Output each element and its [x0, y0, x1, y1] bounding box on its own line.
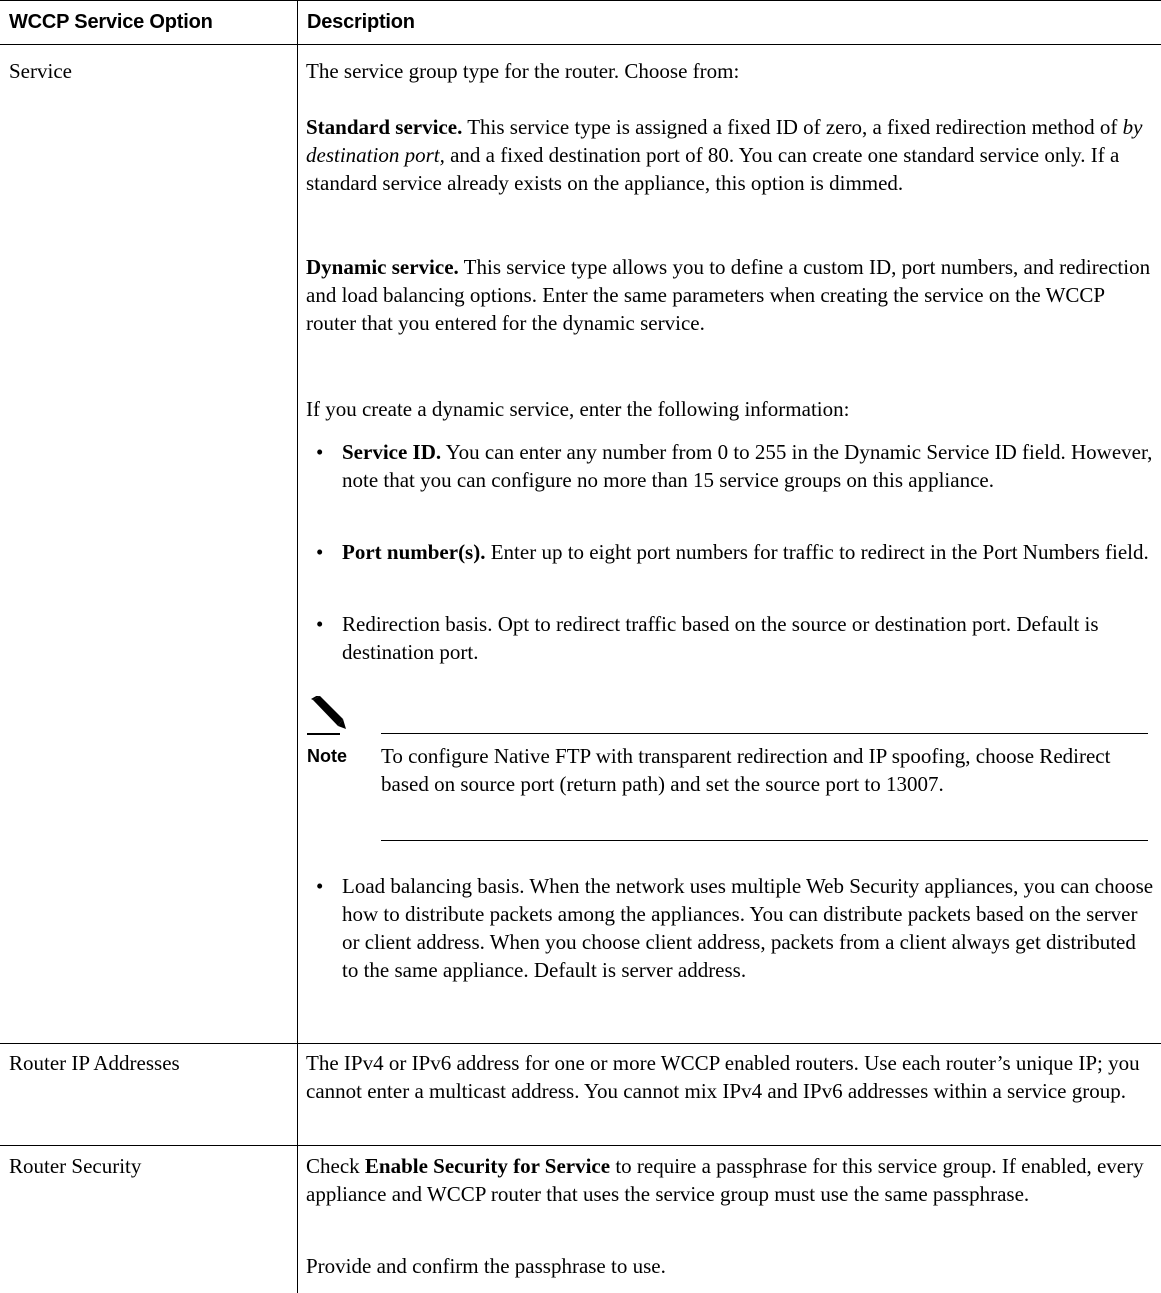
enable-security-label: Enable Security for Service: [364, 1154, 611, 1178]
bullet-text: Load balancing basis. When the network uses multiple Web Security appliances, you can choose how to distribute packets among the appliances. You can distribute packets based on the server or client address. When you choose client address, packets from a client always get distributed to the same appliance. Default is server address.: [342, 874, 1154, 982]
standard-service-italic: by destination port,: [306, 115, 1143, 167]
bullet-text: [342, 438, 1154, 494]
dynamic-service-intro: If you create a dynamic service, enter the following information:: [306, 397, 850, 421]
standard-service-text-2: and a fixed destination port of 80. You can create one standard service only. If a standard service already exists on the appliance, this option is dimmed.: [306, 143, 1120, 195]
bullet-label: Port number(s).: [342, 540, 486, 564]
router-security-desc: [306, 1152, 1156, 1208]
note-label: Note: [307, 746, 347, 766]
bullet-dot: •: [316, 440, 324, 464]
bullet-dot: •: [316, 540, 324, 564]
dynamic-service-label: Dynamic service.: [306, 255, 459, 279]
bullet-body: Enter up to eight port numbers for traffic to redirect in the Port Numbers field.: [485, 540, 1149, 564]
note-icon-rule: [307, 733, 340, 735]
standard-service-label: Standard service.: [306, 115, 463, 139]
note-text: To configure Native FTP with transparent redirection and IP spoofing, choose Redirect based on source port (return path) and set the source port to 13007.: [381, 744, 1111, 796]
router-security-text-1: Check: [306, 1154, 365, 1178]
row-rule-service: [0, 1043, 1161, 1044]
bullet-dot: •: [316, 612, 324, 636]
dynamic-service-text: This service type allows you to define a custom ID, port numbers, and redirection and load balancing options. Enter the same parameters when creating the service on the WCCP router that you entered for the dynamic service.: [306, 255, 1151, 335]
bullet-text: Redirection basis. Opt to redirect traffic based on the source or destination port. Default is destination port.: [342, 612, 1099, 664]
standard-service-desc: [306, 113, 1156, 197]
bullet-label: Service ID.: [342, 440, 442, 464]
note-top-rule: [381, 733, 1148, 734]
router-ip-desc: The IPv4 or IPv6 address for one or more WCCP enabled routers. Use each router’s unique IP; you cannot enter a multicast address. You cannot mix IPv4 and IPv6 addresses within a service group.: [306, 1051, 1140, 1103]
header-description: Description: [307, 11, 415, 33]
service-intro: The service group type for the router. Choose from:: [306, 59, 740, 83]
pencil-icon: [307, 696, 349, 738]
option-router-security: Router Security: [9, 1154, 142, 1178]
standard-service-text-1: This service type is assigned a fixed ID of zero, a fixed redirection method of: [462, 115, 1123, 139]
bullet-dot: •: [316, 874, 324, 898]
dynamic-service-desc: [306, 253, 1156, 337]
option-service: Service: [9, 59, 72, 83]
note-bottom-rule: [381, 840, 1148, 841]
router-security-passphrase: Provide and confirm the passphrase to use.: [306, 1254, 666, 1278]
header-option: WCCP Service Option: [9, 11, 213, 33]
option-router-ip: Router IP Addresses: [9, 1051, 180, 1075]
router-security-text-2: to require a passphrase for this service group. If enabled, every appliance and WCCP router that uses the service group must use the same passphrase.: [306, 1154, 1144, 1206]
bullet-text: [342, 538, 1154, 566]
header-bottom-rule: [0, 44, 1161, 45]
column-divider: [297, 0, 298, 1293]
bullet-body: You can enter any number from 0 to 255 in the Dynamic Service ID field. However, note that you can configure no more than 15 service groups on this appliance.: [342, 440, 1153, 492]
row-rule-router-ip: [0, 1145, 1161, 1146]
